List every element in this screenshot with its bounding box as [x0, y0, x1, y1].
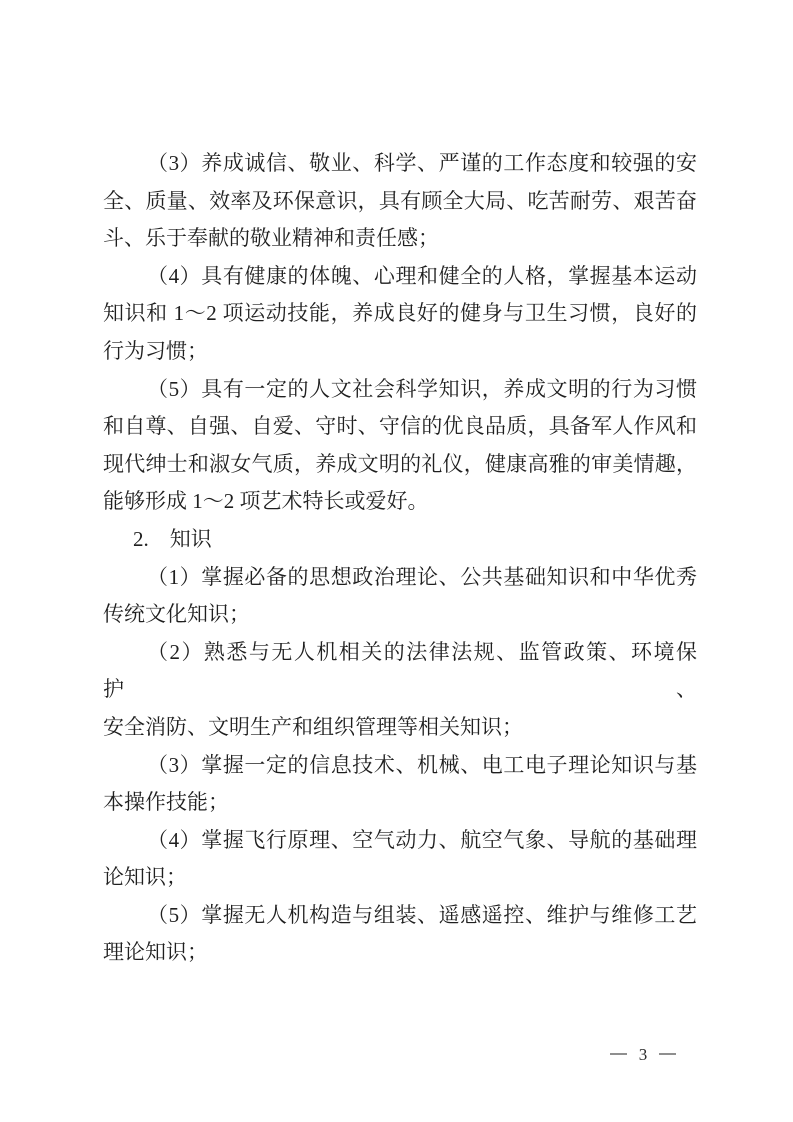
text-line: 和自尊、自强、自爱、守时、守信的优良品质，具备军人作风和 [103, 414, 697, 439]
text-line: （4）具有健康的体魄、心理和健全的人格，掌握基本运动 [147, 263, 697, 288]
text-line: 传统文化知识； [103, 602, 250, 627]
text-line: 全、质量、效率及环保意识，具有顾全大局、吃苦耐劳、艰苦奋 [103, 188, 697, 213]
paragraph [103, 559, 697, 634]
page-number: 3 [638, 1044, 648, 1064]
paragraph [103, 371, 697, 521]
text-line: （5）掌握无人机构造与组装、遥感遥控、维护与维修工艺 [147, 902, 697, 927]
text-line: 知识和 1～2 项运动技能，养成良好的健身与卫生习惯，良好的 [103, 301, 697, 326]
paragraph [103, 897, 697, 972]
text-line: 本操作技能； [103, 790, 229, 815]
text-line: 行为习惯； [103, 338, 208, 363]
text-line: （2）熟悉与无人机相关的法律法规、监管政策、环境保护、 [103, 639, 697, 702]
document-body [103, 145, 697, 972]
paragraph [103, 822, 697, 897]
text-line: （3）掌握一定的信息技术、机械、电工电子理论知识与基 [147, 752, 697, 777]
text-line: （5）具有一定的人文社会科学知识，养成文明的行为习惯 [147, 376, 697, 401]
text-line: 论知识； [103, 865, 187, 890]
text-line: 能够形成 1～2 项艺术特长或爱好。 [103, 489, 429, 514]
footer-dash-left [610, 1053, 627, 1055]
page-footer [610, 1042, 676, 1066]
section-heading [103, 521, 697, 559]
paragraph [103, 258, 697, 371]
paragraph [103, 634, 697, 747]
text-line: （4）掌握飞行原理、空气动力、航空气象、导航的基础理 [147, 827, 697, 852]
paragraph [103, 145, 697, 258]
text-line: 斗、乐于奉献的敬业精神和责任感； [103, 226, 439, 251]
text-line: （1）掌握必备的思想政治理论、公共基础知识和中华优秀 [147, 564, 697, 589]
paragraph [103, 747, 697, 822]
text-line: 理论知识； [103, 940, 208, 965]
text-line: 现代绅士和淑女气质，养成文明的礼仪，健康高雅的审美情趣， [103, 451, 697, 476]
footer-dash-right [659, 1053, 676, 1055]
heading-line: 2. 知识 [133, 526, 212, 551]
text-line: 安全消防、文明生产和组织管理等相关知识； [103, 714, 523, 739]
text-line: （3）养成诚信、敬业、科学、严谨的工作态度和较强的安 [147, 151, 697, 175]
